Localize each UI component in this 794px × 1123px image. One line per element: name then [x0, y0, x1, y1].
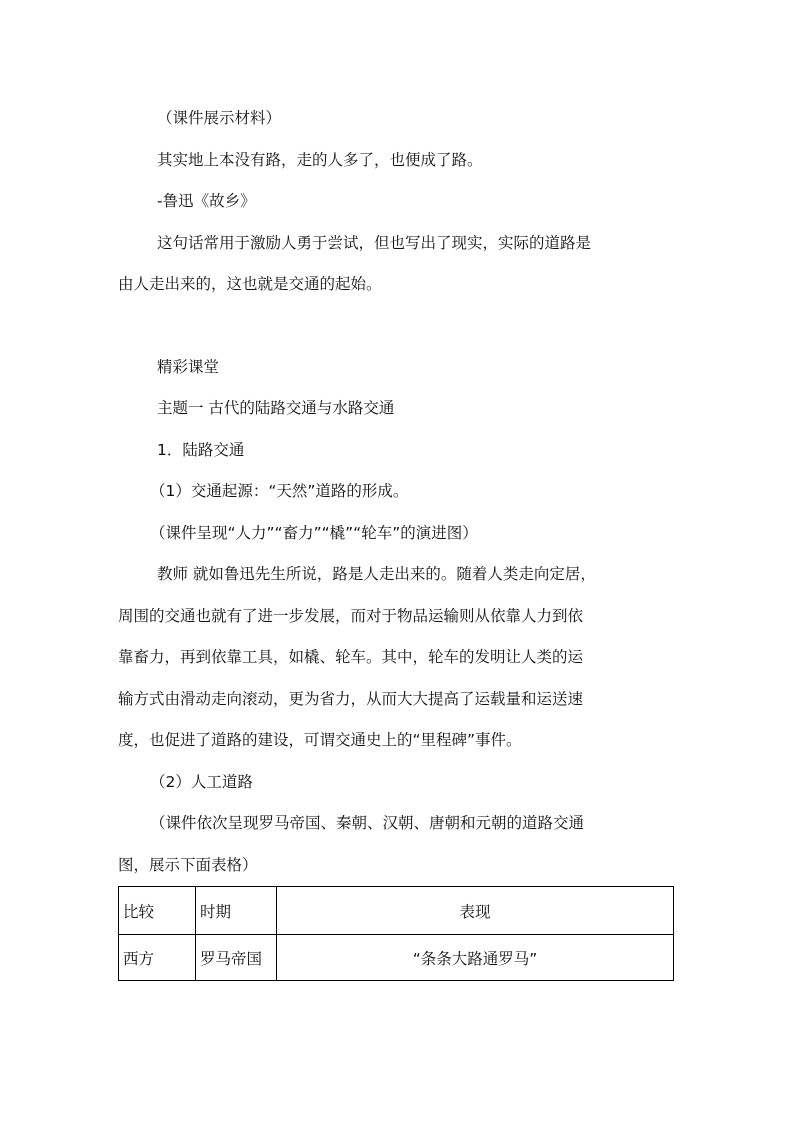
paragraph-courseware-material: （课件展示材料）: [157, 109, 282, 127]
paragraph-teacher-line2: 周围的交通也就有了进一步发展，而对于物品运输则从依靠人力到依: [118, 607, 584, 625]
table-header-compare: 比较: [119, 887, 196, 935]
paragraph-teacher-line3: 靠畜力，再到依靠工具，如橇、轮车。其中，轮车的发明让人类的运: [118, 648, 584, 666]
section-heading-classroom: 精彩课堂: [157, 358, 220, 376]
table-row: [119, 935, 674, 981]
topic-heading: 主题一 古代的陆路交通与水路交通: [157, 399, 395, 417]
paragraph-quote-source: -鲁迅《故乡》: [157, 192, 256, 210]
table-header-row: [119, 887, 674, 935]
table-cell-region: 西方: [119, 935, 196, 981]
paragraph-quote: 其实地上本没有路，走的人多了，也便成了路。: [157, 151, 483, 169]
paragraph-teacher-line5: 度，也促进了道路的建设，可谓交通史上的“里程碑”事件。: [118, 731, 522, 749]
paragraph-commentary-line1: 这句话常用于激励人勇于尝试，但也写出了现实，实际的道路是: [157, 234, 592, 252]
paragraph-teacher-line1: 教师 就如鲁迅先生所说，路是人走出来的。随着人类走向定居，: [157, 565, 596, 583]
paragraph-courseware-maps-line2: 图，展示下面表格）: [118, 856, 258, 874]
paragraph-courseware-evolution: （课件呈现“人力”“畜力”“橇”“轮车”的演进图）: [150, 524, 478, 542]
paragraph-origin: （1）交通起源：“天然”道路的形成。: [150, 482, 409, 500]
table-header-period: 时期: [196, 887, 277, 935]
paragraph-commentary-line2: 由人走出来的，这也就是交通的起始。: [118, 275, 382, 293]
paragraph-teacher-line4: 输方式由滑动走向滚动，更为省力，从而大大提高了运载量和运送速: [118, 690, 584, 708]
subheading-land-transport: 1．陆路交通: [157, 441, 245, 459]
paragraph-courseware-maps-line1: （课件依次呈现罗马帝国、秦朝、汉朝、唐朝和元朝的道路交通: [150, 814, 585, 832]
comparison-table: [118, 886, 674, 981]
table-header-performance: 表现: [277, 887, 674, 935]
table-cell-period: 罗马帝国: [196, 935, 277, 981]
table-cell-performance: “条条大路通罗马”: [277, 935, 674, 981]
subheading-artificial-roads: （2）人工道路: [150, 773, 253, 791]
